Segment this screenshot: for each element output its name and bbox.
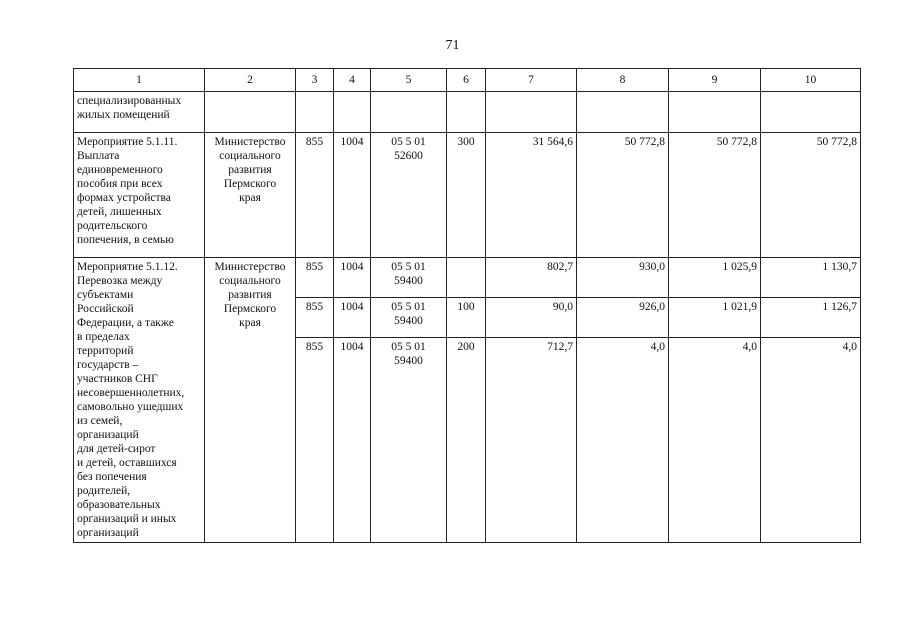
table-cell	[296, 92, 334, 133]
code-ministry: 855	[296, 297, 334, 338]
code-expense-type: 300	[447, 133, 486, 258]
table-cell	[761, 92, 861, 133]
code-section: 1004	[334, 297, 371, 338]
table-cell	[334, 92, 371, 133]
code-target: 05 5 01 52600	[371, 133, 447, 258]
column-header: 1	[74, 69, 205, 92]
responsible-org: Министерство социального развития Пермского края	[205, 133, 296, 258]
header-row	[74, 69, 861, 92]
table-cell	[669, 92, 761, 133]
table-row	[74, 258, 861, 298]
amount-col9: 1 025,9	[669, 258, 761, 298]
code-ministry: 855	[296, 338, 334, 543]
amount-col7: 31 564,6	[486, 133, 577, 258]
amount-col8: 4,0	[577, 338, 669, 543]
amount-col9: 1 021,9	[669, 297, 761, 338]
amount-col8: 930,0	[577, 258, 669, 298]
column-header: 8	[577, 69, 669, 92]
measure-name: специализированных жилых помещений	[74, 92, 205, 133]
budget-table	[73, 68, 861, 543]
page-number: 71	[445, 38, 460, 53]
code-expense-type: 100	[447, 297, 486, 338]
amount-col10: 4,0	[761, 338, 861, 543]
amount-col10: 1 130,7	[761, 258, 861, 298]
measure-name: Мероприятие 5.1.11. Выплата единовременного пособия при всех формах устройства детей, лишенных родительского попечения, в семью	[74, 133, 205, 258]
code-target: 05 5 01 59400	[371, 297, 447, 338]
responsible-org: Министерство социального развития Пермского края	[205, 258, 296, 543]
table-cell	[447, 92, 486, 133]
table-row-continuation	[74, 92, 861, 133]
column-header: 2	[205, 69, 296, 92]
code-section: 1004	[334, 338, 371, 543]
amount-col8: 926,0	[577, 297, 669, 338]
amount-col9: 50 772,8	[669, 133, 761, 258]
measure-name: Мероприятие 5.1.12. Перевозка между субъектами Российской Федерации, а также в пределах территорий государств – участников СНГ несовершеннолетних, самовольно ушедших из семей, организаций для детей-сирот и детей, оставшихся без попечения родителей, образовательных организаций и иных организаций	[74, 258, 205, 543]
column-header: 9	[669, 69, 761, 92]
code-expense-type	[447, 258, 486, 298]
code-section: 1004	[334, 258, 371, 298]
column-header: 5	[371, 69, 447, 92]
table-row	[74, 133, 861, 258]
amount-col10: 1 126,7	[761, 297, 861, 338]
amount-col8: 50 772,8	[577, 133, 669, 258]
code-target: 05 5 01 59400	[371, 258, 447, 298]
code-ministry: 855	[296, 133, 334, 258]
table-cell	[205, 92, 296, 133]
column-header: 10	[761, 69, 861, 92]
table-cell	[577, 92, 669, 133]
table-cell	[486, 92, 577, 133]
amount-col9: 4,0	[669, 338, 761, 543]
code-target: 05 5 01 59400	[371, 338, 447, 543]
column-header: 3	[296, 69, 334, 92]
column-header: 6	[447, 69, 486, 92]
table-cell	[371, 92, 447, 133]
column-header: 4	[334, 69, 371, 92]
code-expense-type: 200	[447, 338, 486, 543]
amount-col7: 90,0	[486, 297, 577, 338]
code-section: 1004	[334, 133, 371, 258]
code-ministry: 855	[296, 258, 334, 298]
amount-col10: 50 772,8	[761, 133, 861, 258]
amount-col7: 802,7	[486, 258, 577, 298]
column-header: 7	[486, 69, 577, 92]
amount-col7: 712,7	[486, 338, 577, 543]
